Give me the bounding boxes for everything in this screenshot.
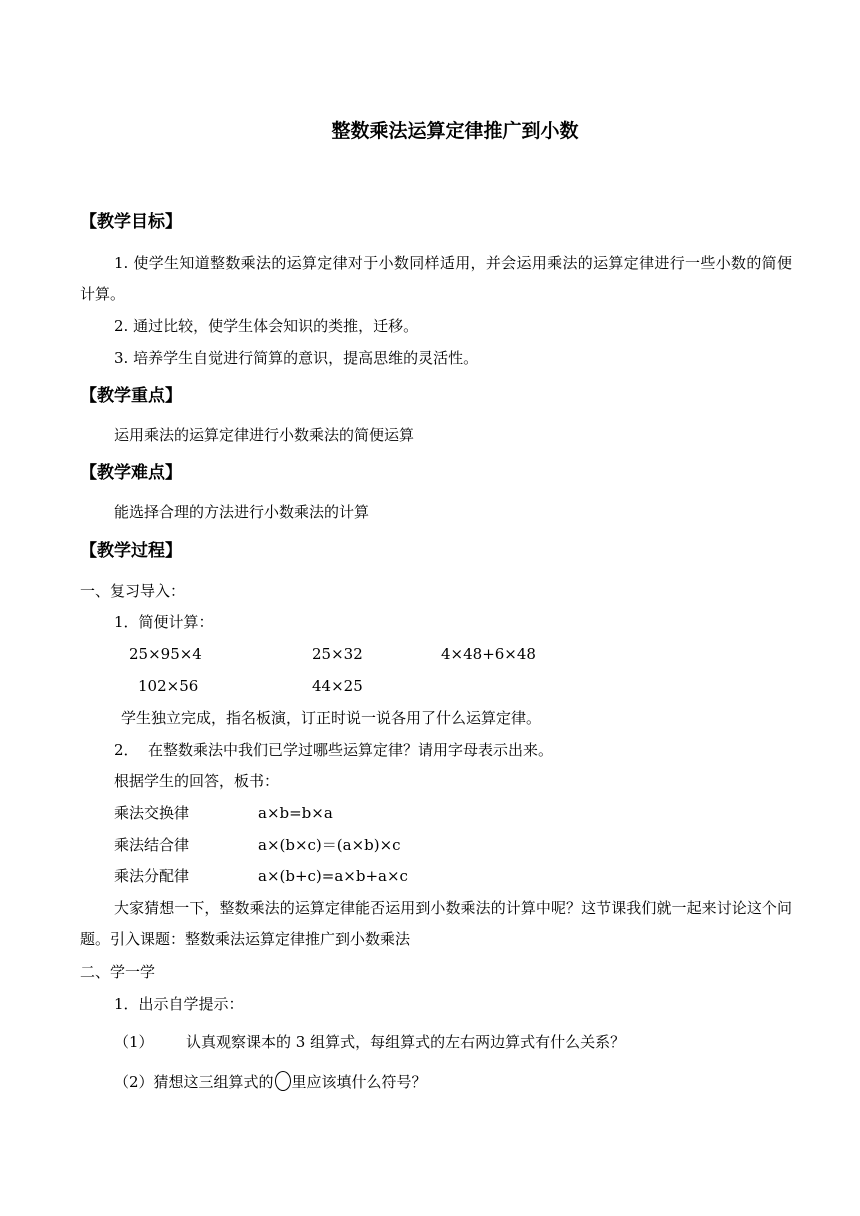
blank-circle-icon [275, 1071, 291, 1091]
law-name: 乘法交换律 [114, 804, 190, 822]
exercise: 44×25 [312, 677, 363, 695]
process-heading: 【教学过程】 [80, 541, 182, 561]
exercise: 25×32 [312, 645, 363, 663]
part2-title: 二、学一学 [80, 963, 156, 981]
part1-title: 一、复习导入： [80, 582, 186, 600]
law-formula: a×b=b×a [258, 804, 333, 822]
hint1-text: 认真观察课本的 3 组算式，每组算式的左右两边算式有什么关系？ [186, 1033, 626, 1051]
law-name: 乘法分配律 [114, 867, 190, 885]
law-formula: a×(b+c)=a×b+a×c [258, 867, 408, 885]
goal-1: 1. 使学生知道整数乘法的运算定律对于小数同样适用，并会运用乘法的运算定律进行一些小数的简便计算。 [80, 254, 792, 303]
board-intro: 根据学生的回答，板书： [114, 772, 280, 790]
hint2-line [114, 1071, 427, 1093]
difficulty-text: 能选择合理的方法进行小数乘法的计算 [114, 503, 370, 521]
law-name: 乘法结合律 [114, 836, 190, 854]
item2-number: 2． [114, 741, 139, 759]
item1-label: 1．简便计算： [114, 613, 214, 631]
item2-text: 在整数乘法中我们已学过哪些运算定律？请用字母表示出来。 [148, 741, 554, 759]
student-note: 学生独立完成，指名板演，订正时说一说各用了什么运算定律。 [121, 709, 542, 727]
guess-paragraph: 大家猜想一下，整数乘法的运算定律能否运用到小数乘法的计算中呢？这节课我们就一起来讨论这个问题。引入课题：整数乘法运算定律推广到小数乘法 [80, 899, 792, 948]
exercise: 102×56 [138, 677, 199, 695]
difficulty-heading: 【教学难点】 [80, 463, 182, 483]
key-heading: 【教学重点】 [80, 386, 182, 406]
hint2-suffix: 里应该填什么符号？ [291, 1073, 427, 1091]
exercise: 25×95×4 [129, 645, 202, 663]
key-text: 运用乘法的运算定律进行小数乘法的简便运算 [114, 426, 415, 444]
exercise: 4×48+6×48 [441, 645, 536, 663]
goal-3: 3. 培养学生自觉进行简算的意识，提高思维的灵活性。 [114, 349, 479, 367]
goal-2: 2. 通过比较，使学生体会知识的类推，迁移。 [114, 317, 419, 335]
page-title: 整数乘法运算定律推广到小数 [331, 120, 579, 142]
hint1-number: （1） [114, 1033, 154, 1051]
law-formula: a×(b×c)＝(a×b)×c [258, 836, 401, 854]
hint2-prefix: （2）猜想这三组算式的 [114, 1073, 274, 1091]
goals-heading: 【教学目标】 [80, 212, 182, 232]
self-study-label: 1．出示自学提示： [114, 995, 244, 1013]
